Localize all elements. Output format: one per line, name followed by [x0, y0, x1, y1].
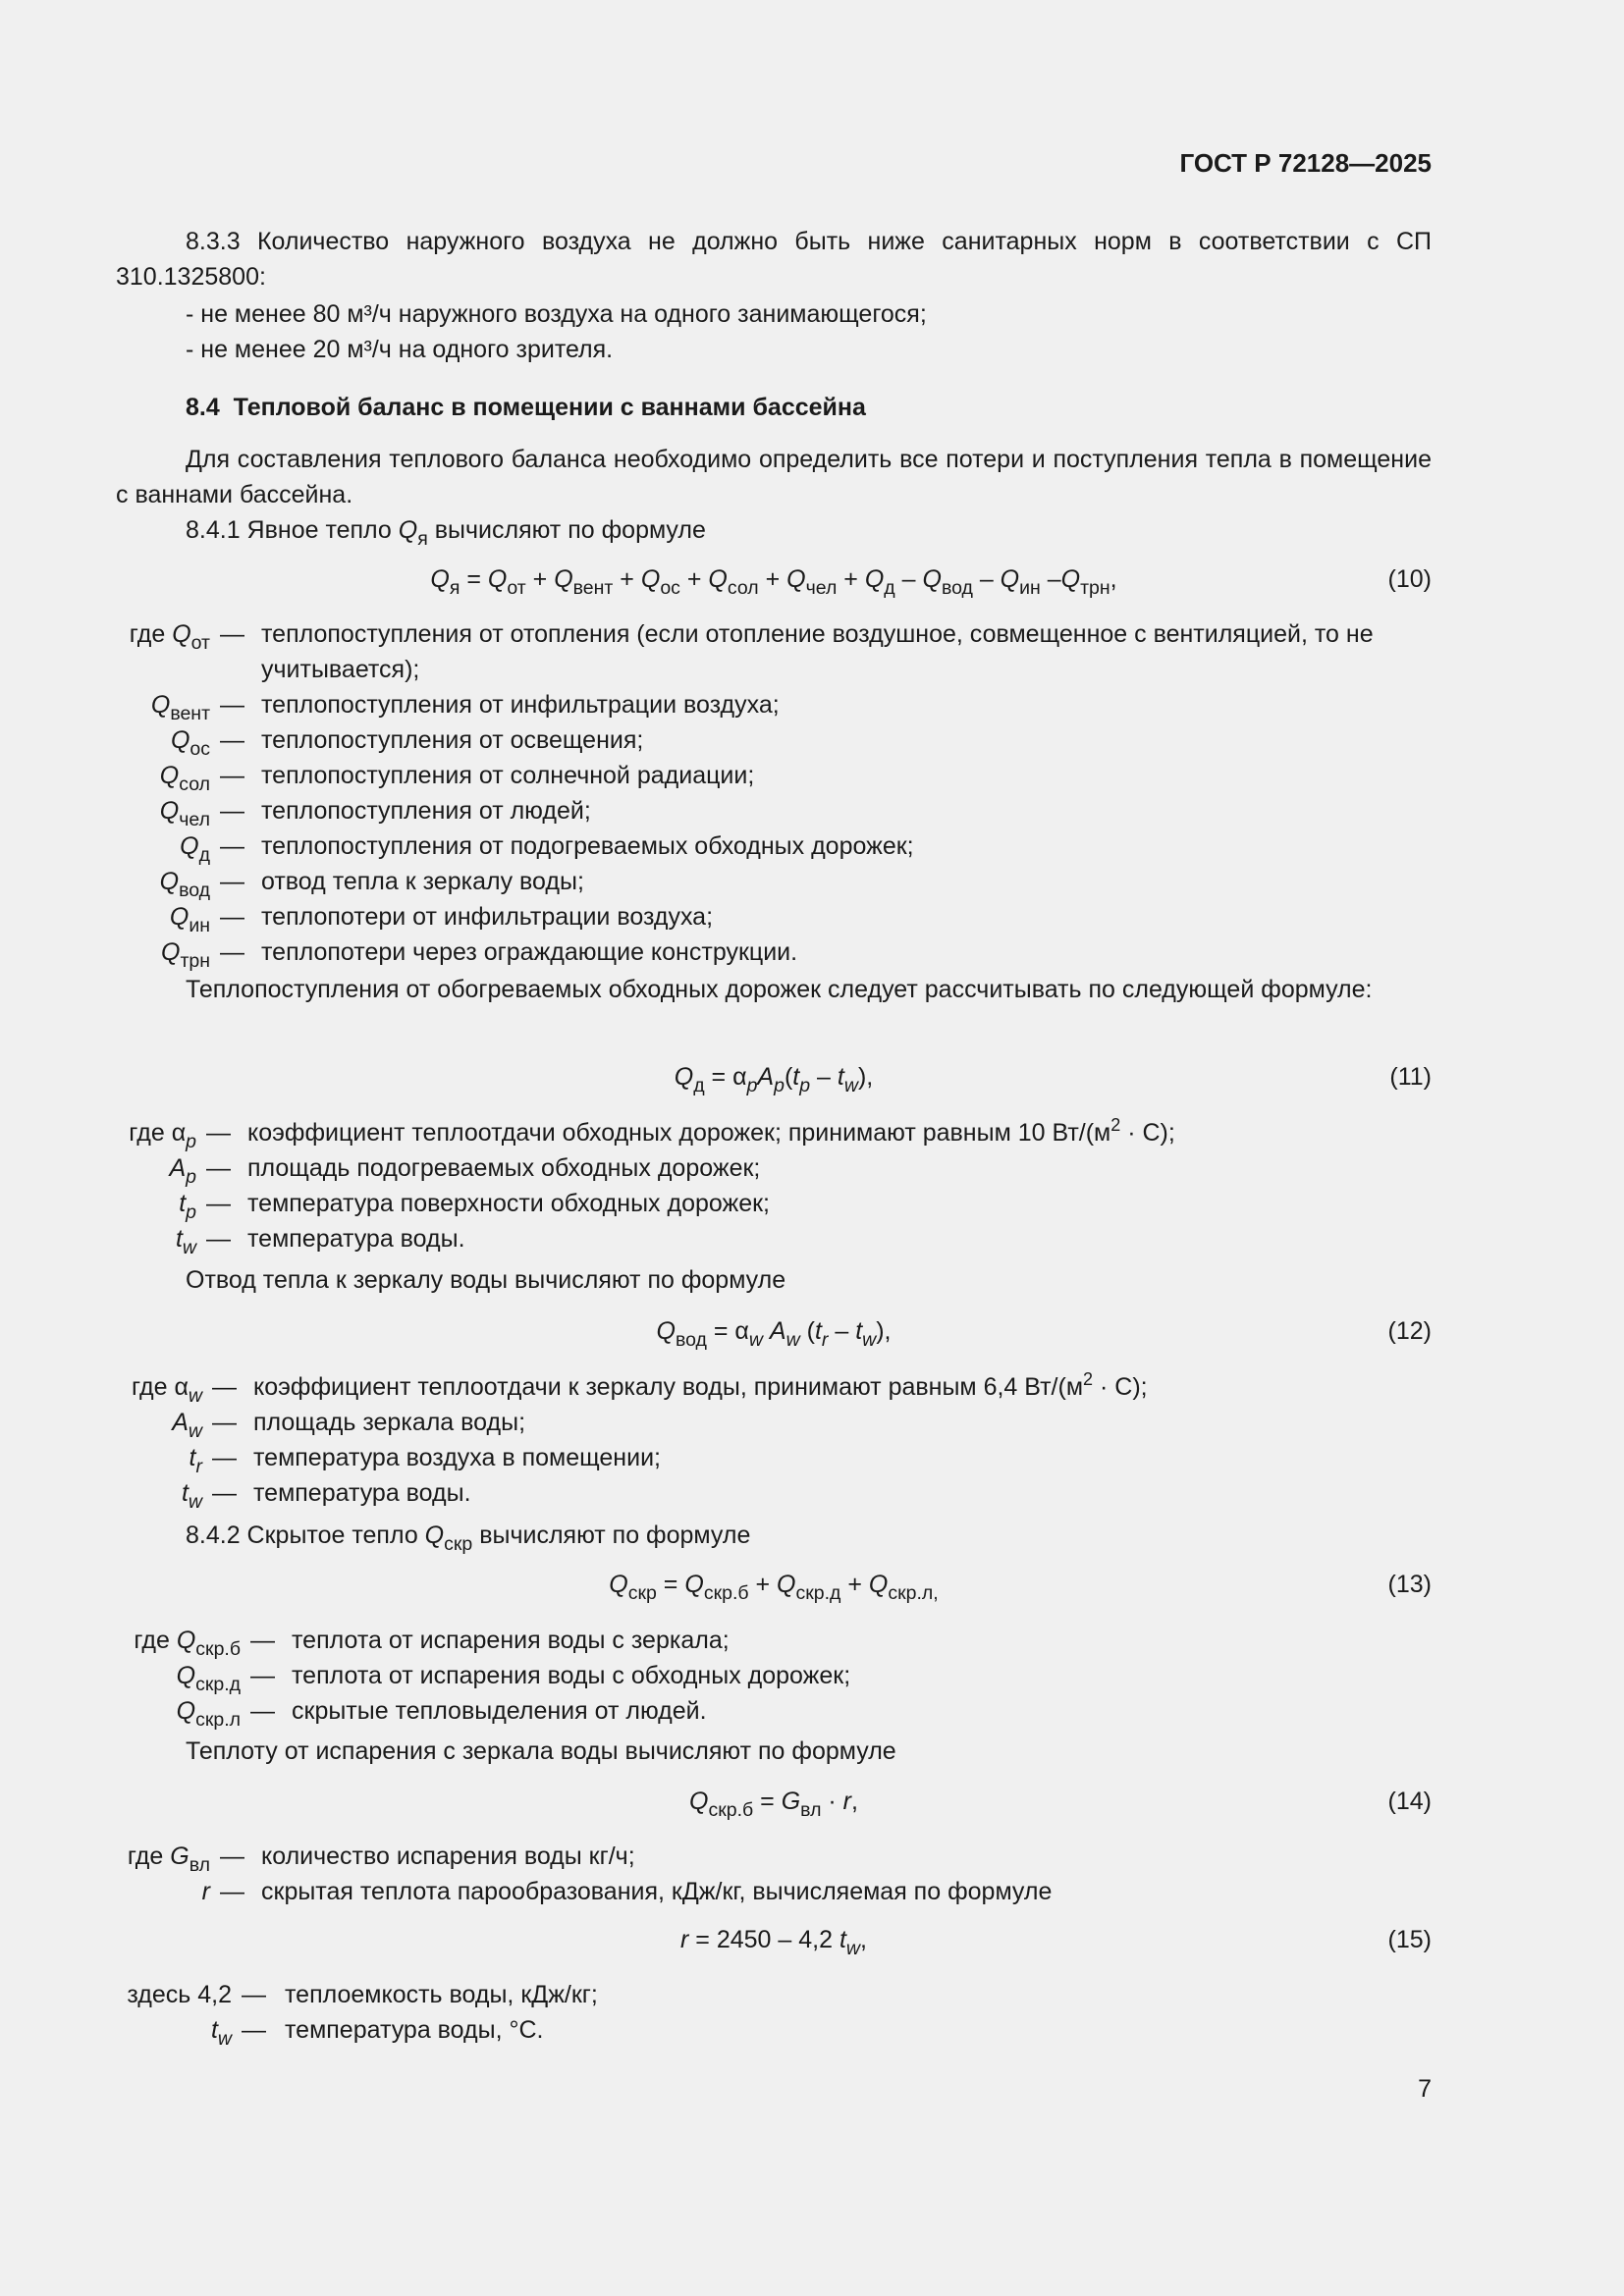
definition-symbol: где $\alpha_p$	[129, 1119, 196, 1152]
paragraph-mirror: Отвод тепла к зеркалу воды вычисляют по формуле	[186, 1266, 786, 1294]
formula-number: (12)	[1387, 1317, 1432, 1345]
definition-dash: —	[220, 620, 244, 648]
definition-symbol: $Q_{скр.л}$	[176, 1697, 241, 1731]
definition-text: теплопоступления от солнечной радиации;	[261, 762, 755, 789]
definition-symbol: $Q_{сол}$	[159, 762, 210, 795]
definition-dash: —	[206, 1119, 231, 1147]
definition-symbol: $Q_{трн}$	[161, 938, 210, 972]
paragraph-8-3-3: 8.3.3 Количество наружного воздуха не должно быть ниже санитарных норм в соответствии с СП 310.1325800:	[116, 228, 1432, 291]
definition-dash: —	[220, 938, 244, 966]
definition-symbol: $Q_{вент}$	[150, 691, 210, 724]
definition-text: температура воздуха в помещении;	[253, 1444, 661, 1471]
definition-symbol: $t_r$	[189, 1444, 202, 1477]
formula-term: + $Q_{сол}$	[679, 565, 759, 599]
definition-text: теплота от испарения воды с зеркала;	[292, 1627, 730, 1654]
formula-term: + $Q_{вент}$	[525, 565, 614, 599]
definition-text: площадь подогреваемых обходных дорожек;	[247, 1154, 761, 1182]
definition-dash: —	[212, 1373, 237, 1401]
document-header: ГОСТ Р 72128—2025	[1179, 148, 1432, 178]
definition-symbol: где $G_{вл}$	[127, 1842, 210, 1876]
definition-dash: —	[220, 797, 244, 825]
definition-text: теплопоступления от людей;	[261, 797, 591, 825]
formula-15: r = 2450 – 4,2 $t_w$,	[680, 1926, 867, 1959]
formula-term: $-Q_{трн}$	[1040, 565, 1110, 599]
definition-dash: —	[220, 1878, 244, 1905]
definition-dash: —	[206, 1154, 231, 1182]
formula-term: + $Q_{ос}$	[613, 565, 680, 599]
formula-number: (15)	[1387, 1926, 1432, 1953]
formula-12: $Q_{вод} = \alpha_w$ $A_w$ $(t_r - t_w)$,	[656, 1317, 892, 1351]
formula-number: (10)	[1387, 565, 1432, 593]
definition-text: теплопоступления от подогреваемых обходных дорожек;	[261, 832, 914, 860]
formula-10: $Q_я = Q_{от} + Q_{вент} + Q_{ос} + Q_{сол} + Q_{чел} + Q_д - Q_{вод} - Q_{ин}$ $-Q_{трн}$,	[430, 565, 1117, 599]
paragraph-8-4-2: 8.4.2 Скрытое тепло $Q_{скр}$ вычисляют по формуле	[186, 1522, 751, 1555]
page-number: 7	[1418, 2075, 1432, 2103]
definition-symbol: r	[201, 1878, 210, 1905]
paragraph-evaporation: Теплоту от испарения с зеркала воды вычисляют по формуле	[186, 1737, 896, 1765]
definition-symbol: $Q_{ин}$	[169, 903, 210, 936]
formula-11: $Q_д = \alpha_pA_p(t_p - t_w)$,	[674, 1063, 874, 1096]
definition-text: теплопоступления от отопления (если отопление воздушное, совмещенное с вентиляцией, то не учитывается);	[261, 620, 1374, 683]
paragraph-intro: Для составления теплового баланса необходимо определить все потери и поступления тепла в помещение с ваннами бассейна.	[116, 446, 1432, 508]
definition-text: теплопотери от инфильтрации воздуха;	[261, 903, 714, 931]
definition-text: теплоемкость воды, кДж/кг;	[285, 1981, 598, 2008]
definition-dash: —	[206, 1225, 231, 1253]
definition-text: температура поверхности обходных дорожек;	[247, 1190, 771, 1217]
definition-symbol: $t_w$	[175, 1225, 196, 1258]
definition-text: теплопоступления от освещения;	[261, 726, 644, 754]
definition-symbol: $Q_д$	[180, 832, 210, 866]
definition-dash: —	[220, 1842, 244, 1870]
definition-dash: —	[220, 868, 244, 895]
definition-text: температура воды.	[247, 1225, 465, 1253]
definition-symbol: $t_p$	[179, 1190, 196, 1223]
definition-dash: —	[242, 1981, 266, 2008]
definition-text: теплопоступления от инфильтрации воздуха;	[261, 691, 780, 719]
definition-text: теплота от испарения воды с обходных дорожек;	[292, 1662, 851, 1689]
definition-dash: —	[220, 726, 244, 754]
definition-dash: —	[250, 1697, 275, 1725]
definition-dash: —	[250, 1627, 275, 1654]
definition-symbol: здесь 4,2	[127, 1981, 232, 2008]
definition-text: площадь зеркала воды;	[253, 1409, 526, 1436]
definition-dash: —	[212, 1444, 237, 1471]
definition-symbol: $Q_{ос}$	[170, 726, 210, 760]
definition-dash: —	[212, 1409, 237, 1436]
formula-term: + $Q_д$	[837, 565, 895, 599]
section-heading	[186, 390, 866, 425]
definition-text: скрытая теплота парообразования, кДж/кг, вычисляемая по формуле	[261, 1878, 1053, 1905]
definition-dash: —	[206, 1190, 231, 1217]
definition-text: температура воды, °С.	[285, 2016, 544, 2044]
definition-dash: —	[242, 2016, 266, 2044]
definition-dash: —	[220, 903, 244, 931]
definition-text: температура воды.	[253, 1479, 471, 1507]
definition-symbol: $A_p$	[169, 1154, 196, 1188]
formula-term: = $Q_{от}$	[460, 565, 526, 599]
definition-dash: —	[212, 1479, 237, 1507]
paragraph-paths: Теплопоступления от обогреваемых обходных дорожек следует рассчитывать по следующей формуле:	[186, 976, 1373, 1003]
formula-number: (11)	[1389, 1063, 1432, 1091]
definition-dash: —	[220, 691, 244, 719]
paragraph-8-4-1: 8.4.1 Явное тепло $Q_я$ вычисляют по формуле	[186, 516, 706, 550]
formula-term: – $Q_{ин}$	[972, 565, 1041, 599]
definition-symbol: $Q_{чел}$	[159, 797, 210, 830]
definition-text: отвод тепла к зеркалу воды;	[261, 868, 584, 895]
formula-number: (14)	[1387, 1788, 1432, 1815]
definition-dash: —	[220, 762, 244, 789]
definition-text: количество испарения воды кг/ч;	[261, 1842, 635, 1870]
list-item: - не менее 80 м³/ч наружного воздуха на одного занимающегося;	[186, 300, 927, 328]
definition-dash: —	[250, 1662, 275, 1689]
section-number: 8.4	[186, 394, 220, 421]
formula-term: + $Q_{чел}$	[758, 565, 838, 599]
section-title: Тепловой баланс в помещении с ваннами бассейна	[233, 394, 866, 421]
definition-dash: —	[220, 832, 244, 860]
definition-symbol: $Q_{вод}$	[159, 868, 210, 901]
formula-13: $Q_{скр} = Q_{скр.б} + Q_{скр.д} + Q_{скр.л,}$	[609, 1571, 939, 1604]
definition-symbol: $Q_{скр.д}$	[176, 1662, 241, 1695]
definition-symbol: где $\alpha_w$	[132, 1373, 202, 1407]
definition-text: коэффициент теплоотдачи к зеркалу воды, принимают равным 6,4 $Вт/(м^2 \cdot С)$;	[253, 1369, 1148, 1401]
definition-symbol: $t_w$	[210, 2016, 232, 2050]
formula-number: (13)	[1387, 1571, 1432, 1598]
definition-symbol: где $Q_{скр.б}$	[134, 1627, 241, 1660]
list-item: - не менее 20 м³/ч на одного зрителя.	[186, 336, 614, 363]
formula-term: – $Q_{вод}$	[894, 565, 973, 599]
definition-text: коэффициент теплоотдачи обходных дорожек; принимают равным 10 $Вт/(м^2 \cdot С)$;	[247, 1115, 1175, 1147]
definition-text: скрытые тепловыделения от людей.	[292, 1697, 707, 1725]
formula-14: $Q_{скр.б} = G_{вл} \cdot r$,	[689, 1788, 858, 1821]
definition-symbol: где $Q_{от}$	[129, 620, 210, 654]
definition-symbol: $t_w$	[181, 1479, 202, 1513]
definition-symbol: $A_w$	[172, 1409, 202, 1442]
definition-text: теплопотери через ограждающие конструкции.	[261, 938, 798, 966]
